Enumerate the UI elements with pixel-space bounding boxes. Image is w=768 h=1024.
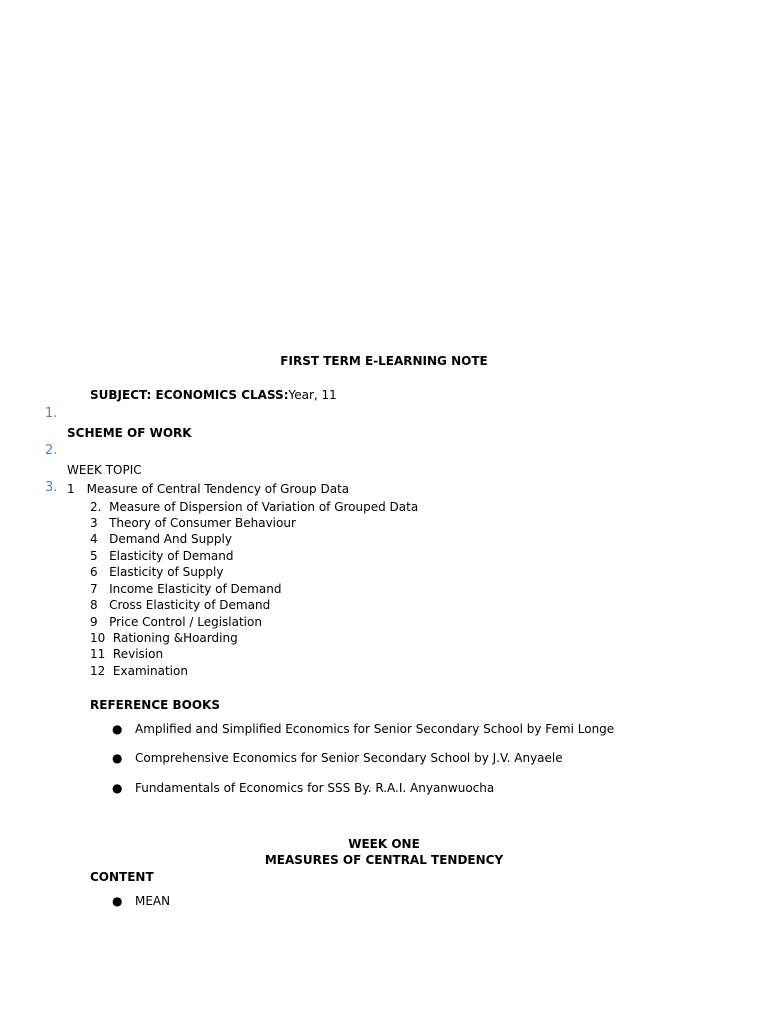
week-heading: WEEK ONE: [348, 837, 420, 851]
topic-number: 10: [90, 631, 106, 645]
subject-class-line: [90, 387, 337, 403]
topic-row-10: [90, 630, 238, 646]
list-marker-1: 1.: [45, 406, 58, 421]
topic-text: Demand And Supply: [109, 532, 232, 546]
topic-row-1: [67, 481, 349, 497]
reference-books-heading: REFERENCE BOOKS: [90, 698, 220, 712]
topic-row-3: [90, 515, 296, 531]
topic-number: 5: [90, 549, 98, 563]
topic-text: Theory of Consumer Behaviour: [109, 516, 296, 530]
topic-number: 4: [90, 532, 98, 546]
topic-number: 1: [67, 482, 75, 496]
topic-row-5: [90, 548, 233, 564]
document-title: FIRST TERM E-LEARNING NOTE: [280, 354, 488, 368]
topic-row-4: [90, 531, 232, 547]
week-topic-heading: WEEK TOPIC: [67, 463, 142, 477]
topic-text: Income Elasticity of Demand: [109, 582, 282, 596]
topic-number: 7: [90, 582, 98, 596]
topic-text: Examination: [112, 664, 188, 678]
reference-book-item: Fundamentals of Economics for SSS By. R.A.I. Anyanwuocha: [135, 781, 495, 795]
topic-text: Elasticity of Demand: [109, 549, 234, 563]
topic-text: Cross Elasticity of Demand: [109, 598, 271, 612]
reference-book-item: Amplified and Simplified Economics for Senior Secondary School by Femi Longe: [135, 722, 615, 736]
topic-row-11: [90, 646, 163, 662]
topic-text: Elasticity of Supply: [109, 565, 224, 579]
topic-number: 6: [90, 565, 98, 579]
topic-text: Measure of Central Tendency of Group Data: [86, 482, 350, 496]
subject-label: SUBJECT: ECONOMICS CLASS:: [90, 388, 289, 402]
bullet-icon: ●: [112, 781, 123, 795]
list-marker-2: 2.: [45, 443, 58, 458]
topic-number: 2.: [90, 500, 102, 514]
topic-row-12: [90, 663, 188, 679]
topic-row-7: [90, 581, 281, 597]
topic-row-8: [90, 597, 270, 613]
topic-number: 8: [90, 598, 98, 612]
bullet-icon: ●: [112, 722, 123, 736]
class-value: Year, 11: [288, 388, 337, 402]
topic-number: 3: [90, 516, 98, 530]
topic-text: Measure of Dispersion of Variation of Grouped Data: [109, 500, 419, 514]
topic-text: Revision: [112, 647, 164, 661]
topic-row-6: [90, 564, 223, 580]
content-item: MEAN: [135, 894, 171, 908]
list-marker-3: 3.: [45, 480, 58, 495]
topic-row-9: [90, 614, 262, 630]
reference-book-item: Comprehensive Economics for Senior Secondary School by J.V. Anyaele: [135, 751, 563, 765]
topic-number: 12: [90, 664, 106, 678]
scheme-of-work-heading: SCHEME OF WORK: [67, 426, 192, 440]
bullet-icon: ●: [112, 894, 123, 908]
week-subheading: MEASURES OF CENTRAL TENDENCY: [264, 853, 504, 867]
content-heading: CONTENT: [90, 870, 154, 884]
topic-number: 9: [90, 615, 98, 629]
bullet-icon: ●: [112, 751, 123, 765]
topic-text: Price Control / Legislation: [109, 615, 262, 629]
topic-text: Rationing &Hoarding: [112, 631, 238, 645]
topic-row-2: [90, 499, 418, 515]
topic-number: 11: [90, 647, 106, 661]
